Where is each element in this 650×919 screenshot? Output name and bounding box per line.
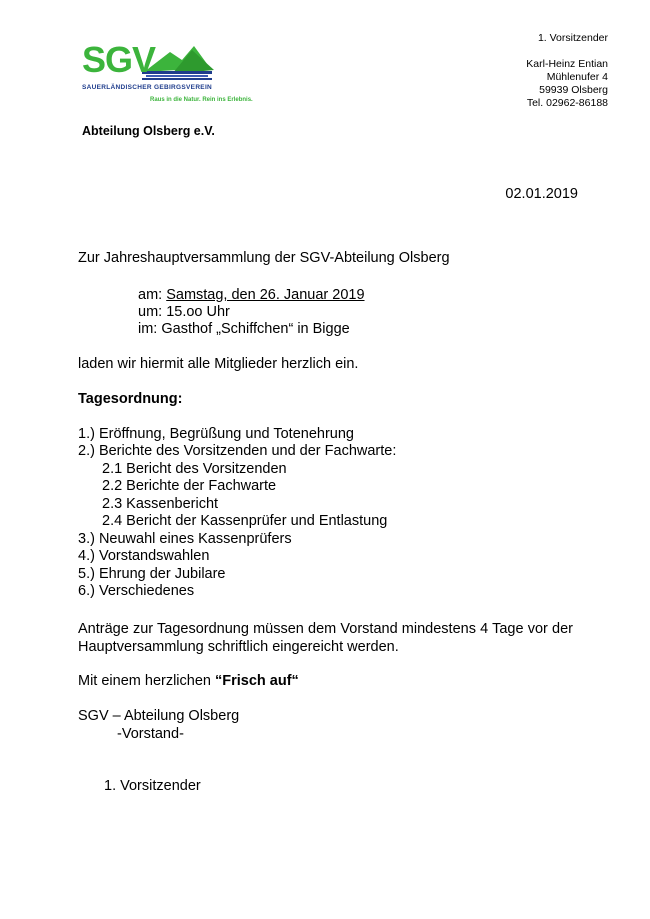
agenda-item: 2.) Berichte des Vorsitzenden und der Fachwarte: <box>78 443 397 459</box>
agenda-item: 3.) Neuwahl eines Kassenprüfers <box>78 531 292 547</box>
sender-phone: Tel. 02962-86188 <box>526 97 608 109</box>
agenda-item: 1.) Eröffnung, Begrüßung und Totenehrung <box>78 426 354 442</box>
agenda-subitem: 2.3 Kassenbericht <box>102 496 219 512</box>
signature-organization: SGV – Abteilung Olsberg <box>78 708 240 724</box>
agenda-subitem: 2.1 Bericht des Vorsitzenden <box>102 461 287 477</box>
agenda-item: 4.) Vorstandswahlen <box>78 548 210 564</box>
logo-letters: SGV <box>82 39 156 80</box>
detail-value: Gasthof „Schiffchen“ in Bigge <box>161 321 350 337</box>
greeting-line <box>78 673 299 691</box>
sender-street: Mühlenufer 4 <box>546 71 608 83</box>
department-name: Abteilung Olsberg e.V. <box>82 124 215 138</box>
letter-date: 02.01.2019 <box>505 186 578 202</box>
agenda-item: 5.) Ehrung der Jubilare <box>78 566 226 582</box>
detail-row <box>138 321 350 339</box>
agenda-subitem: 2.4 Bericht der Kassenprüfer und Entlastung <box>102 513 388 529</box>
sender-address <box>526 58 608 110</box>
sender-role: 1. Vorsitzender <box>537 32 608 44</box>
greeting-prefix: Mit einem herzlichen <box>78 673 215 689</box>
greeting-bold: “Frisch auf“ <box>215 673 299 689</box>
detail-label: im: <box>138 321 158 337</box>
detail-row <box>138 287 365 305</box>
sender-city: 59939 Olsberg <box>539 84 608 96</box>
detail-label: um: <box>138 304 163 320</box>
detail-label: am: <box>138 287 163 303</box>
agenda-heading: Tagesordnung: <box>78 391 183 407</box>
detail-row <box>138 304 230 322</box>
agenda-item: 6.) Verschiedenes <box>78 583 195 599</box>
logo-association: SAUERLÄNDISCHER GEBIRGSVEREIN <box>82 84 213 91</box>
agenda-subitem: 2.2 Berichte der Fachwarte <box>102 478 277 494</box>
motions-paragraph: Anträge zur Tagesordnung müssen dem Vorstand mindestens 4 Tage vor der Hauptversammlung schriftlich eingereicht werden. <box>78 621 573 655</box>
detail-value: 15.oo Uhr <box>166 304 230 320</box>
signature-board: -Vorstand- <box>117 726 184 742</box>
invitation-line: laden wir hiermit alle Mitglieder herzlich ein. <box>78 356 359 372</box>
sender-name: Karl-Heinz Entian <box>526 58 608 70</box>
signature-role: 1. Vorsitzender <box>104 778 201 794</box>
logo-slogan: Raus in die Natur. Rein ins Erlebnis. <box>150 97 253 103</box>
intro-line: Zur Jahreshauptversammlung der SGV-Abteilung Olsberg <box>78 250 450 266</box>
detail-value: Samstag, den 26. Januar 2019 <box>166 287 365 303</box>
